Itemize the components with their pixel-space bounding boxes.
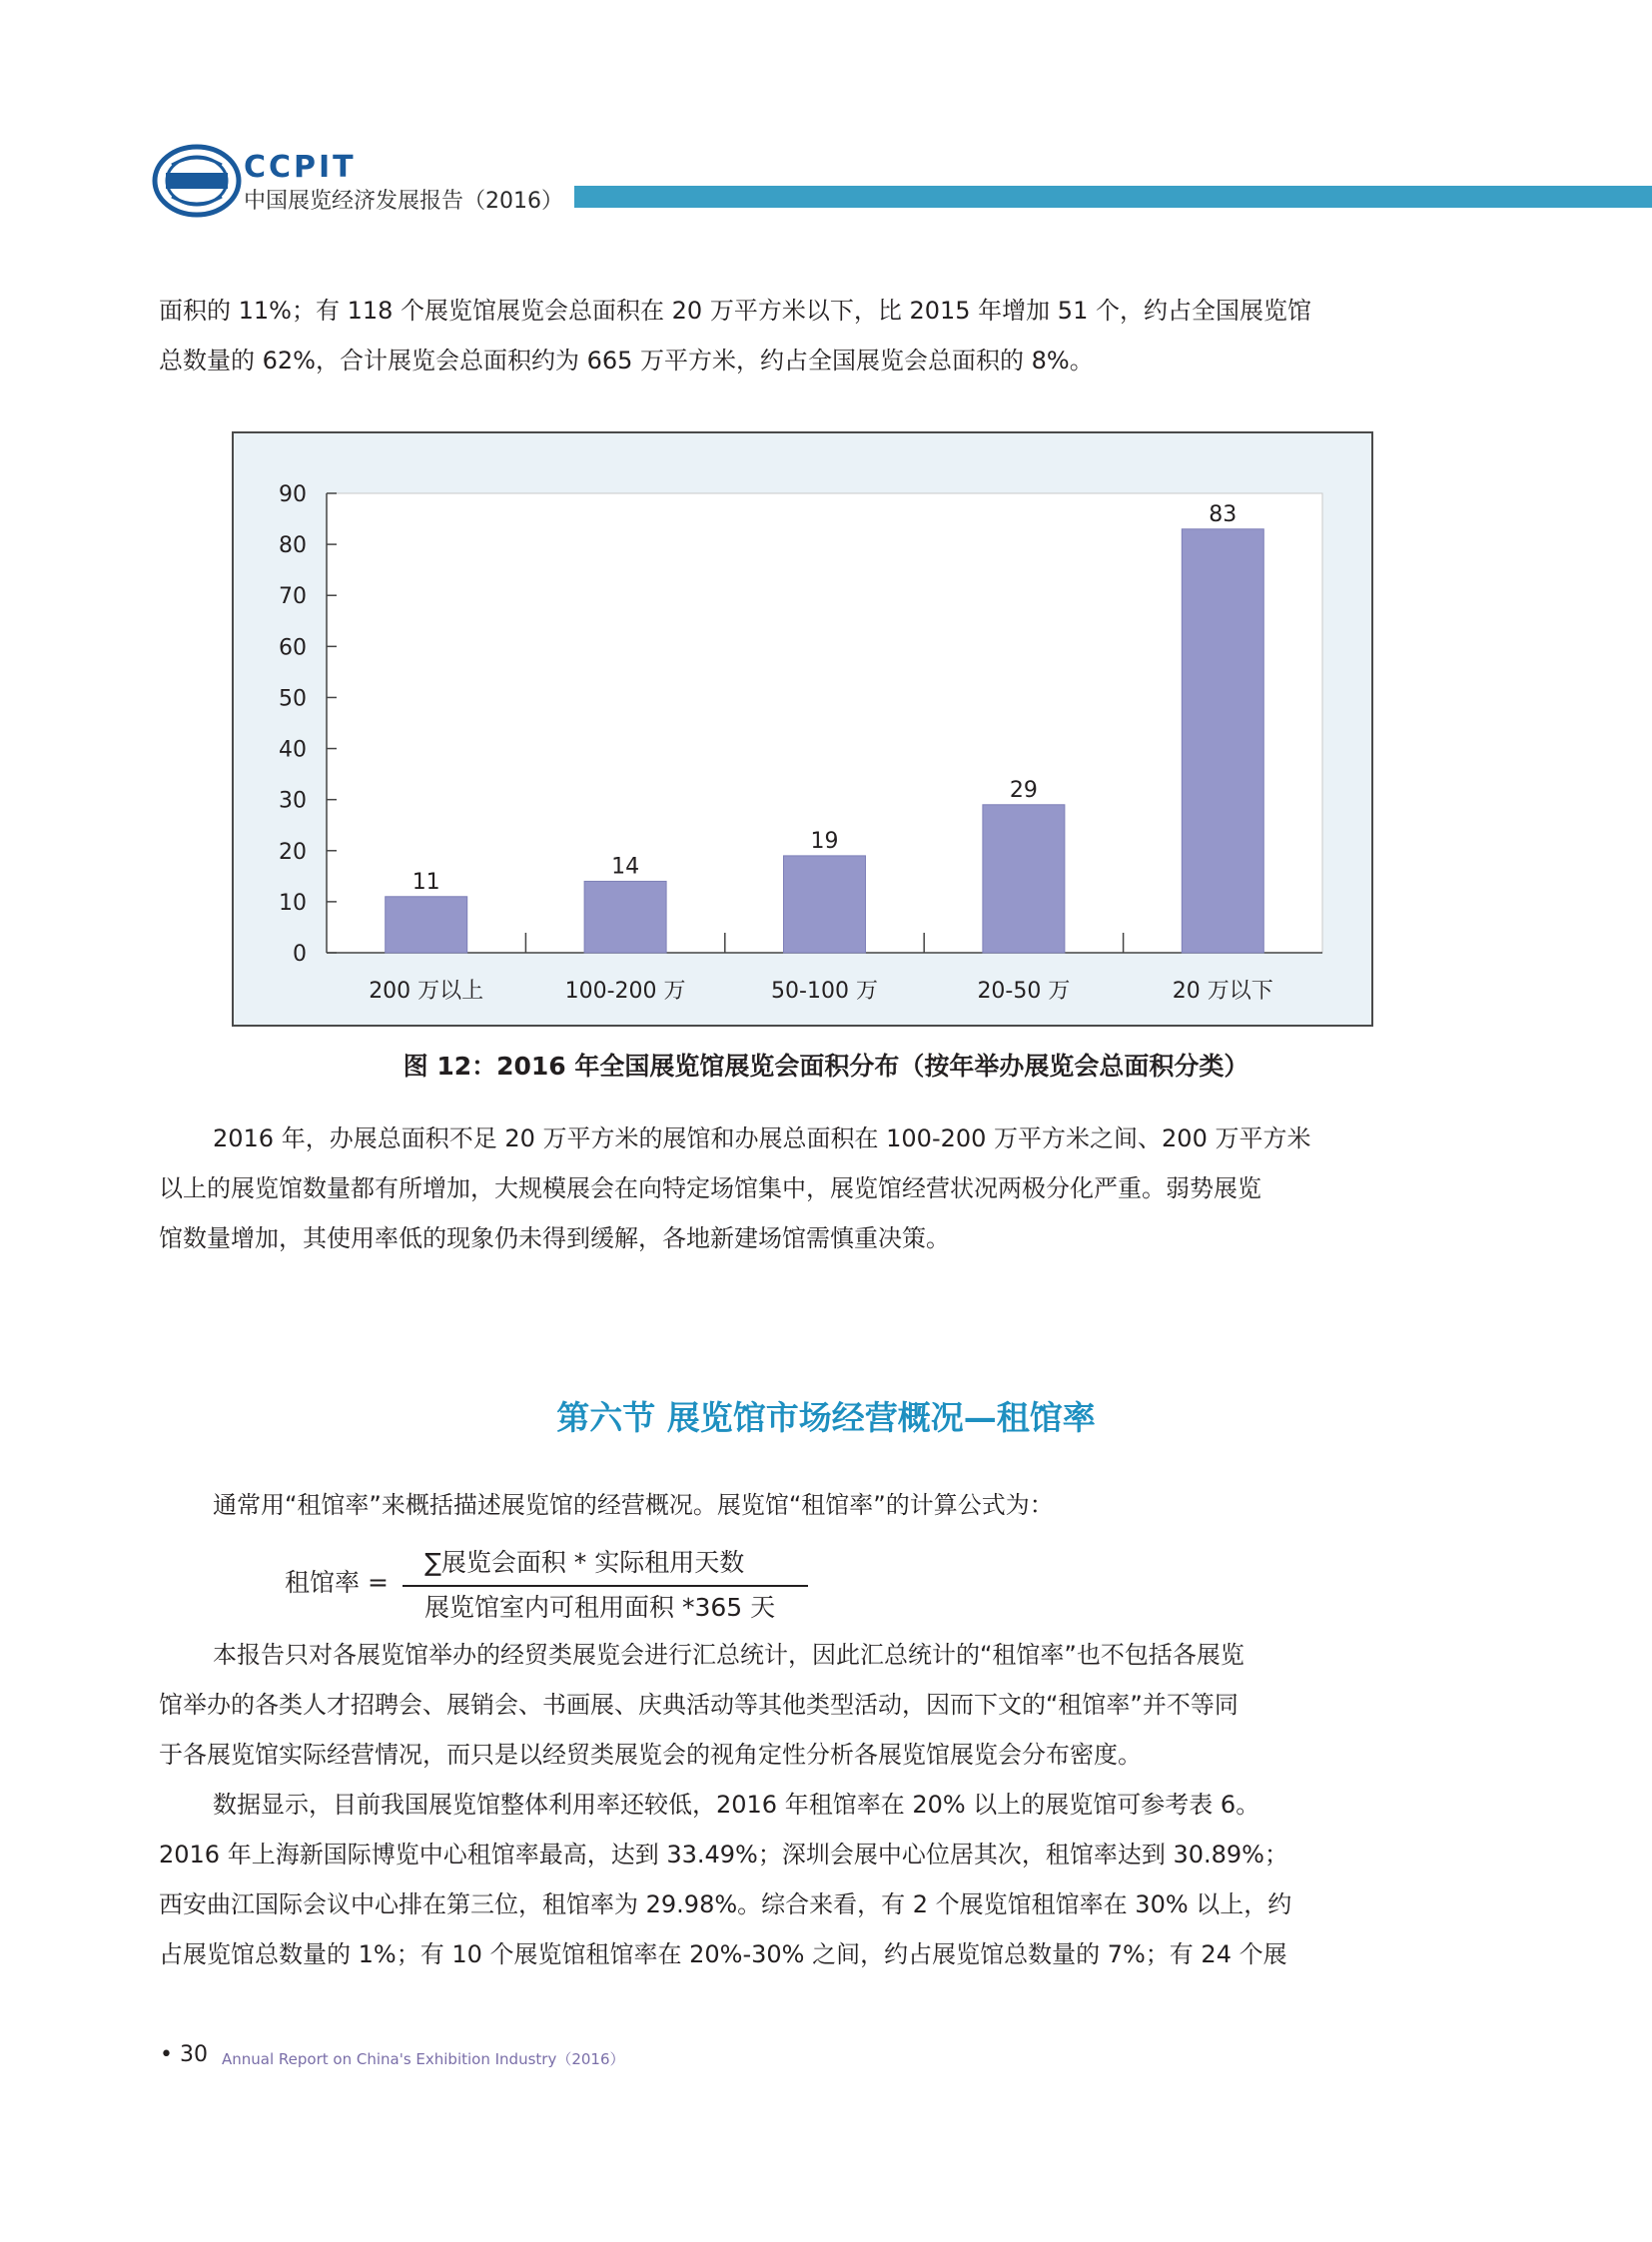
x-tick-label: 50-100 万 [771, 979, 878, 1004]
page-number: • 30 [160, 2042, 208, 2067]
y-tick-label: 40 [279, 737, 307, 763]
text-line: 面积的 11%；有 118 个展览馆展览会总面积在 20 万平方米以下，比 2015 年增加 51 个，约占全国展览馆 [159, 297, 1311, 325]
bar [386, 897, 467, 953]
formula-denominator: 展览馆室内可租用面积 *365 天 [424, 1593, 776, 1622]
fraction-bar [403, 1585, 808, 1587]
y-tick-label: 80 [279, 533, 307, 559]
x-tick-label: 200 万以上 [369, 979, 484, 1004]
y-tick-label: 60 [279, 635, 307, 661]
text-line: 以上的展览馆数量都有所增加，大规模展会在向特定场馆集中，展览馆经营状况两极分化严重。弱势展览 [159, 1174, 1261, 1202]
scope-paragraph [159, 1630, 1457, 1780]
analysis-paragraph [159, 1114, 1457, 1263]
report-title: 中国展览经济发展报告（2016） [244, 189, 563, 214]
text-line: 于各展览馆实际经营情况，而只是以经贸类展览会的视角定性分析各展览馆展览会分布密度。 [159, 1741, 1142, 1769]
y-tick-label: 30 [279, 788, 307, 814]
y-tick-label: 0 [293, 942, 307, 967]
y-tick-label: 90 [279, 482, 307, 507]
bar [1182, 529, 1263, 953]
ccpit-logo-icon [152, 143, 242, 219]
text-line: 通常用“租馆率”来概括描述展览馆的经营概况。展览馆“租馆率”的计算公式为： [213, 1491, 1054, 1519]
x-tick-label: 20 万以下 [1172, 979, 1273, 1004]
data-label: 29 [1009, 777, 1038, 803]
rental-rate-formula [285, 1543, 844, 1623]
text-line: 总数量的 62%，合计展览会总面积约为 665 万平方米，约占全国展览会总面积的 8%。 [159, 347, 1094, 374]
formula-lhs: 租馆率 = [285, 1568, 389, 1597]
text-line: 2016 年，办展总面积不足 20 万平方米的展馆和办展总面积在 100-200 万平方米之间、200 万平方米 [213, 1124, 1311, 1152]
brand-name: CCPIT [244, 150, 357, 185]
text-line: 馆举办的各类人才招聘会、展销会、书画展、庆典活动等其他类型活动，因而下文的“租馆率”并不等同 [159, 1691, 1239, 1719]
y-tick-label: 50 [279, 686, 307, 712]
x-tick-label: 100-200 万 [564, 979, 686, 1004]
bar [983, 805, 1065, 953]
y-tick-label: 70 [279, 584, 307, 610]
data-label: 83 [1209, 501, 1238, 527]
data-summary-paragraph [159, 1780, 1457, 1979]
bar [584, 881, 666, 953]
text-line: 数据显示，目前我国展览馆整体利用率还较低，2016 年租馆率在 20% 以上的展览馆可参考表 6。 [213, 1791, 1260, 1819]
bar [784, 856, 866, 953]
x-tick-label: 20-50 万 [977, 979, 1071, 1004]
bar-chart [232, 431, 1373, 1027]
intro-paragraph [159, 286, 1457, 385]
text-line: 2016 年上海新国际博览中心租馆率最高，达到 33.49%；深圳会展中心位居其次，租馆率达到 30.89%； [159, 1841, 1288, 1868]
text-line: 本报告只对各展览馆举办的经贸类展览会进行汇总统计，因此汇总统计的“租馆率”也不包括各展览 [213, 1641, 1244, 1669]
text-line: 馆数量增加，其使用率低的现象仍未得到缓解，各地新建场馆需慎重决策。 [159, 1224, 950, 1252]
text-line: 占展览馆总数量的 1%；有 10 个展览馆租馆率在 20%-30% 之间，约占展览馆总数量的 7%；有 24 个展 [159, 1940, 1287, 1968]
data-label: 19 [810, 828, 839, 854]
header-bar [574, 186, 1652, 208]
chart-canvas [234, 433, 1371, 1025]
y-tick-label: 20 [279, 839, 307, 865]
formula-intro [159, 1480, 1457, 1530]
chart-caption: 图 12：2016 年全国展览馆展览会面积分布（按年举办展览会总面积分类） [403, 1052, 1249, 1081]
text-line: 西安曲江国际会议中心排在第三位，租馆率为 29.98%。综合来看，有 2 个展览馆租馆率在 30% 以上，约 [159, 1890, 1292, 1918]
data-label: 14 [611, 854, 640, 880]
section-title: 第六节 展览馆市场经营概况—租馆率 [556, 1398, 1096, 1437]
data-label: 11 [412, 869, 440, 895]
footer-title: Annual Report on China's Exhibition Industry（2016） [222, 2050, 625, 2068]
formula-numerator: ∑展览会面积 * 实际租用天数 [424, 1548, 745, 1577]
y-tick-label: 10 [279, 890, 307, 916]
